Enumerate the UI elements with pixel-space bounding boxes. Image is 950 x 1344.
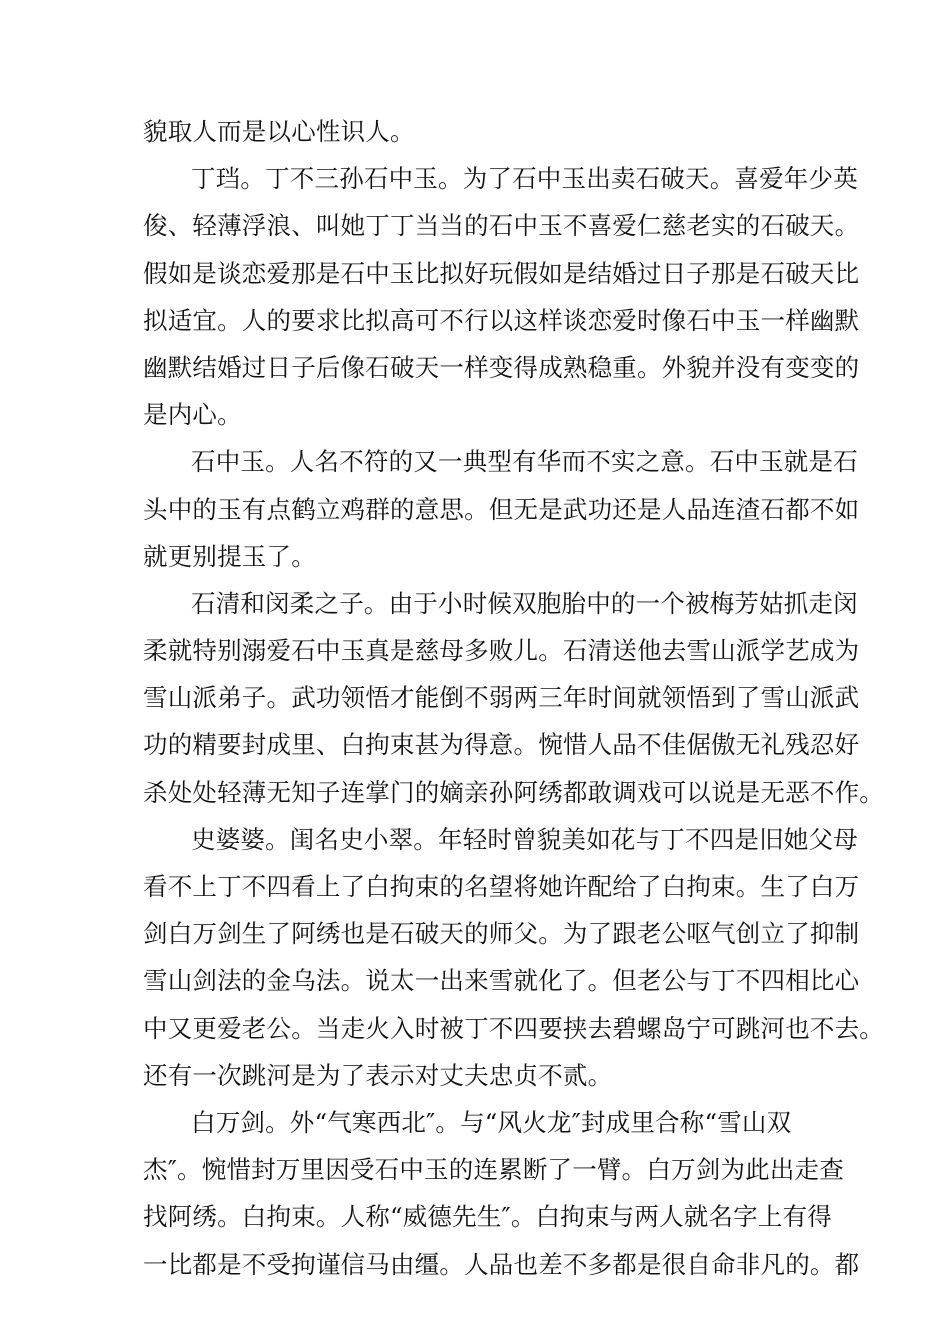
paragraph-start-line: 石清和闵柔之子。由于小时候双胞胎中的一个被梅芳姑抓走闵: [191, 588, 858, 618]
text-line: 幽默结婚过日子后像石破天一样变得成熟稳重。外貌并没有变变的: [143, 352, 860, 382]
text-line: 中又更爱老公。当走火入时被丁不四要挟去碧螺岛宁可跳河也不去。: [143, 1013, 884, 1043]
text-line: 柔就特别溺爱石中玉真是慈母多败儿。石清送他去雪山派学艺成为: [143, 636, 860, 666]
text-line: 是内心。: [143, 400, 242, 430]
text-line: 雪山剑法的金乌法。说太一出来雪就化了。但老公与丁不四相比心: [143, 966, 860, 996]
text-line: 就更别提玉了。: [143, 541, 316, 571]
text-line: 还有一次跳河是为了表示对丈夫忠贞不贰。: [143, 1060, 613, 1090]
paragraph-start-line: 白万剑。外“气寒西北″。与“风火龙″封成里合称“雪山双: [191, 1107, 792, 1137]
text-line: 拟适宜。人的要求比拟高可不行以这样谈恋爱时像石中玉一样幽默: [143, 305, 860, 335]
text-line: 头中的玉有点鹤立鸡群的意思。但无是武功还是人品连渣石都不如: [143, 494, 860, 524]
text-line: 貌取人而是以心性识人。: [143, 117, 415, 146]
text-line: 功的精要封成里、白拘束甚为得意。惋惜人品不佳倨傲无礼残忍好: [143, 730, 860, 760]
text-line: 看不上丁不四看上了白拘束的名望将她许配给了白拘束。生了白万: [143, 872, 860, 901]
text-line: 俊、轻薄浮浪、叫她丁丁当当的石中玉不喜爱仁慈老实的石破天。: [143, 211, 860, 241]
text-line: 剑白万剑生了阿绣也是石破天的师父。为了跟老公呕气创立了抑制: [143, 919, 860, 949]
text-line: 一比都是不受拘谨信马由缰。人品也差不多都是很自命非凡的。都: [143, 1249, 860, 1279]
text-line: 杀处处轻薄无知子连掌门的嫡亲孙阿绣都敢调戏可以说是无恶不作。: [143, 777, 884, 807]
paragraph-start-line: 石中玉。人名不符的又一典型有华而不实之意。石中玉就是石: [191, 447, 858, 477]
body-text: [143, 108, 884, 1288]
text-line: 找阿绣。白拘束。人称“威德先生″。白拘束与两人就名字上有得: [143, 1202, 832, 1232]
text-line: 杰″。惋惜封万里因受石中玉的连累断了一臂。白万剑为此出走查: [143, 1155, 844, 1185]
text-line: 雪山派弟子。武功领悟才能倒不弱两三年时间就领悟到了雪山派武: [143, 683, 860, 713]
text-line: 假如是谈恋爱那是石中玉比拟好玩假如是结婚过日子那是石破天比: [143, 258, 860, 288]
paragraph-start-line: 史婆婆。闺名史小翠。年轻时曾貌美如花与丁不四是旧她父母: [191, 824, 858, 854]
paragraph-start-line: 丁珰。丁不三孙石中玉。为了石中玉出卖石破天。喜爱年少英: [191, 164, 858, 194]
